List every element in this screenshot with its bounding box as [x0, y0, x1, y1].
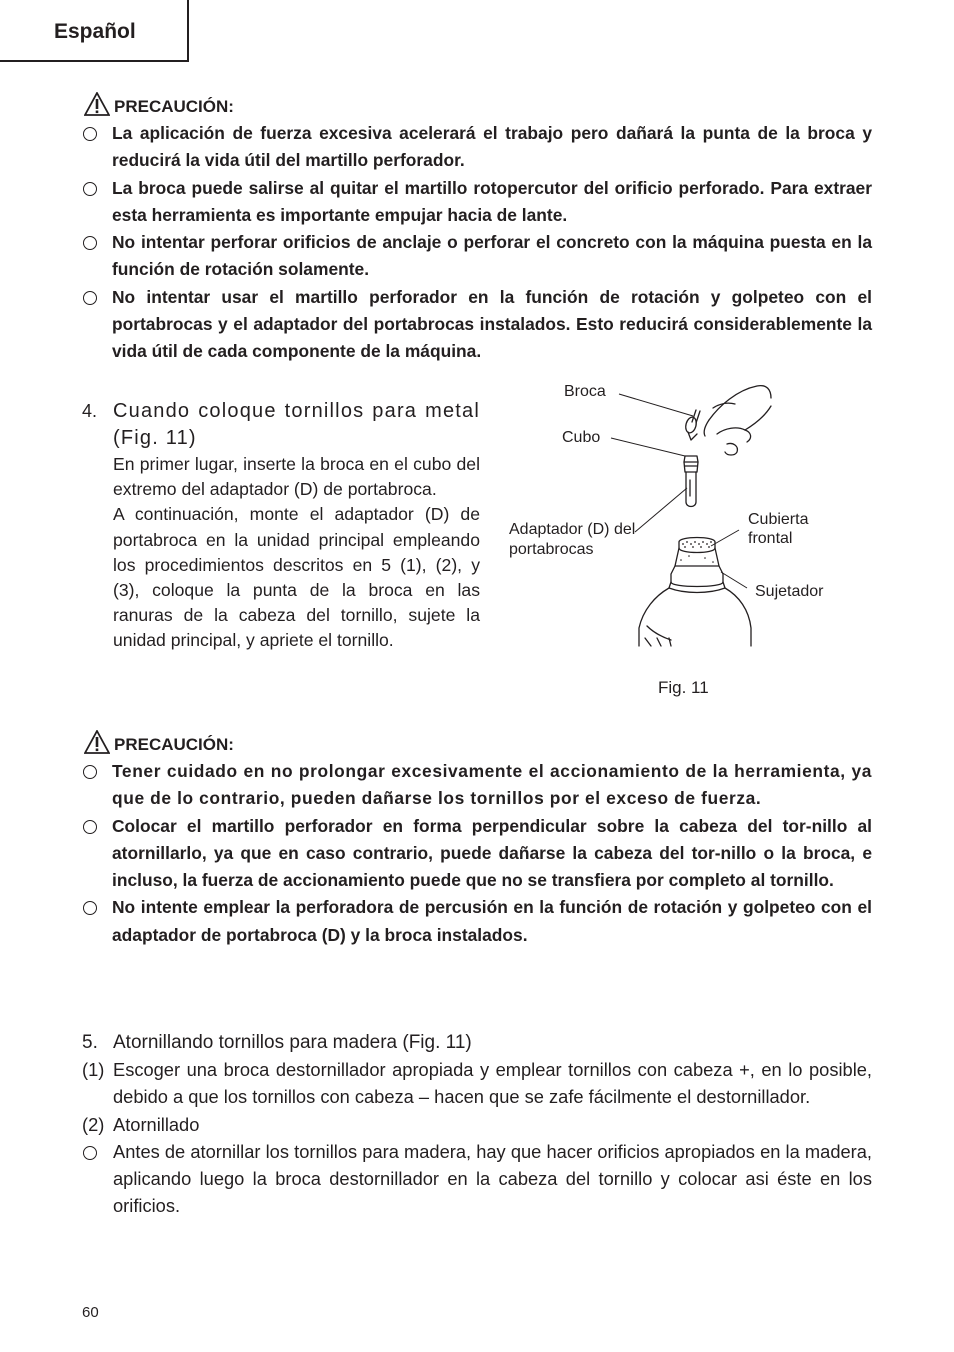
label-hub: Cubo: [562, 429, 601, 446]
label-bit: Broca: [564, 383, 606, 400]
figure-11: [505, 376, 850, 706]
step-number: (1): [82, 1059, 105, 1080]
step-2: [82, 1111, 872, 1138]
label-adapter-2: portabrocas: [509, 541, 594, 558]
caution-heading-2: [84, 730, 234, 754]
paragraph: A continuación, monte el adaptador (D) de portabroca en la unidad principal empleando los procedimientos descritos en 5 (1), (2), y (3), coloque la punta de la broca en las ranuras de la cabeza del tornillo, sujete la unidad principal, y apriete el tornillo.: [113, 504, 480, 651]
section-4: [82, 398, 480, 654]
section-title: Atornillando tornillos para madera (Fig. 11): [113, 1032, 472, 1053]
section-5-heading: [82, 1030, 872, 1056]
caution-heading-1: [84, 92, 234, 116]
caution-item: Colocar el martillo perforador en forma perpendicular sobre la cabeza del tor-nillo al atornillarlo, ya que en caso contrario, puede dañarse la cabeza del tor-nillo o la broca, e incluso, la fuerza de accionamiento puede que no se transfiera por completo al tornillo.: [82, 813, 872, 895]
step-text: Escoger una broca destornillador apropiada y emplear tornillos con cabeza +, en lo posible, debido a que los tornillos con cabeza – hacen que se zafe fácilmente el destornillador.: [113, 1059, 872, 1108]
bullet-circle-icon: [83, 1146, 97, 1160]
section-number: 5.: [82, 1032, 98, 1053]
step-number: (2): [82, 1113, 105, 1135]
section-4-heading: [82, 398, 480, 452]
warning-triangle-icon: [84, 92, 110, 116]
paragraph: En primer lugar, inserte la broca en el cubo del extremo del adaptador (D) de portabroca.: [113, 454, 480, 500]
label-adapter-1: Adaptador (D) del: [509, 521, 636, 538]
step-2-bullet: [82, 1138, 872, 1220]
section-number: 4.: [82, 401, 98, 421]
section-4-body: [82, 452, 480, 654]
label-front-cover-1: Cubierta: [748, 511, 809, 528]
caution-item: Tener cuidado en no prolongar excesivamente el accionamiento de la herramienta, ya que de lo contrario, pueden dañarse los tornillos por el exceso de fuerza.: [82, 758, 872, 813]
label-front-cover-2: frontal: [748, 530, 793, 547]
caution-list-1: [82, 120, 872, 366]
caution-item: No intentar usar el martillo perforador en la función de rotación y golpeteo con el portabrocas y el adaptador del portabrocas instalados. Esto reducirá considerablemente la vida útil de cada componente de la máquina.: [82, 284, 872, 366]
caution-title: PRECAUCIÓN:: [114, 735, 234, 754]
caution-item: La aplicación de fuerza excesiva acelerará el trabajo pero dañará la punta de la broca y reducirá la vida útil del martillo perforador.: [82, 120, 872, 175]
section-title: Cuando coloque tornillos para metal (Fig. 11): [113, 400, 480, 449]
caution-item: No intente emplear la perforadora de percusión en la función de rotación y golpeteo con el adaptador de portabroca (D) y la broca instalados.: [82, 894, 872, 949]
caution-item: La broca puede salirse al quitar el martillo rotopercutor del orificio perforado. Para extraer esta herramienta es importante empujar hacia de lante.: [82, 175, 872, 230]
bullet-text: Antes de atornillar los tornillos para madera, hay que hacer orificios apropiados en la madera, aplicando luego la broca destornillador en la cabeza del tornillo y colocar asi éste en los orificios.: [113, 1140, 872, 1217]
caution-item: No intentar perforar orificios de anclaje o perforar el concreto con la máquina puesta en la función de rotación solamente.: [82, 229, 872, 284]
caution-title: PRECAUCIÓN:: [114, 97, 234, 116]
language-tab: [0, 0, 189, 62]
section-5: [82, 1030, 872, 1220]
caution-list-2: [82, 758, 872, 949]
step-1: [82, 1056, 872, 1111]
label-holder: Sujetador: [755, 583, 824, 600]
page-number: 60: [82, 1304, 99, 1321]
language-label: Español: [54, 20, 136, 43]
step-text: Atornillado: [113, 1113, 200, 1135]
figure-caption: Fig. 11: [658, 678, 709, 697]
warning-triangle-icon: [84, 730, 110, 754]
